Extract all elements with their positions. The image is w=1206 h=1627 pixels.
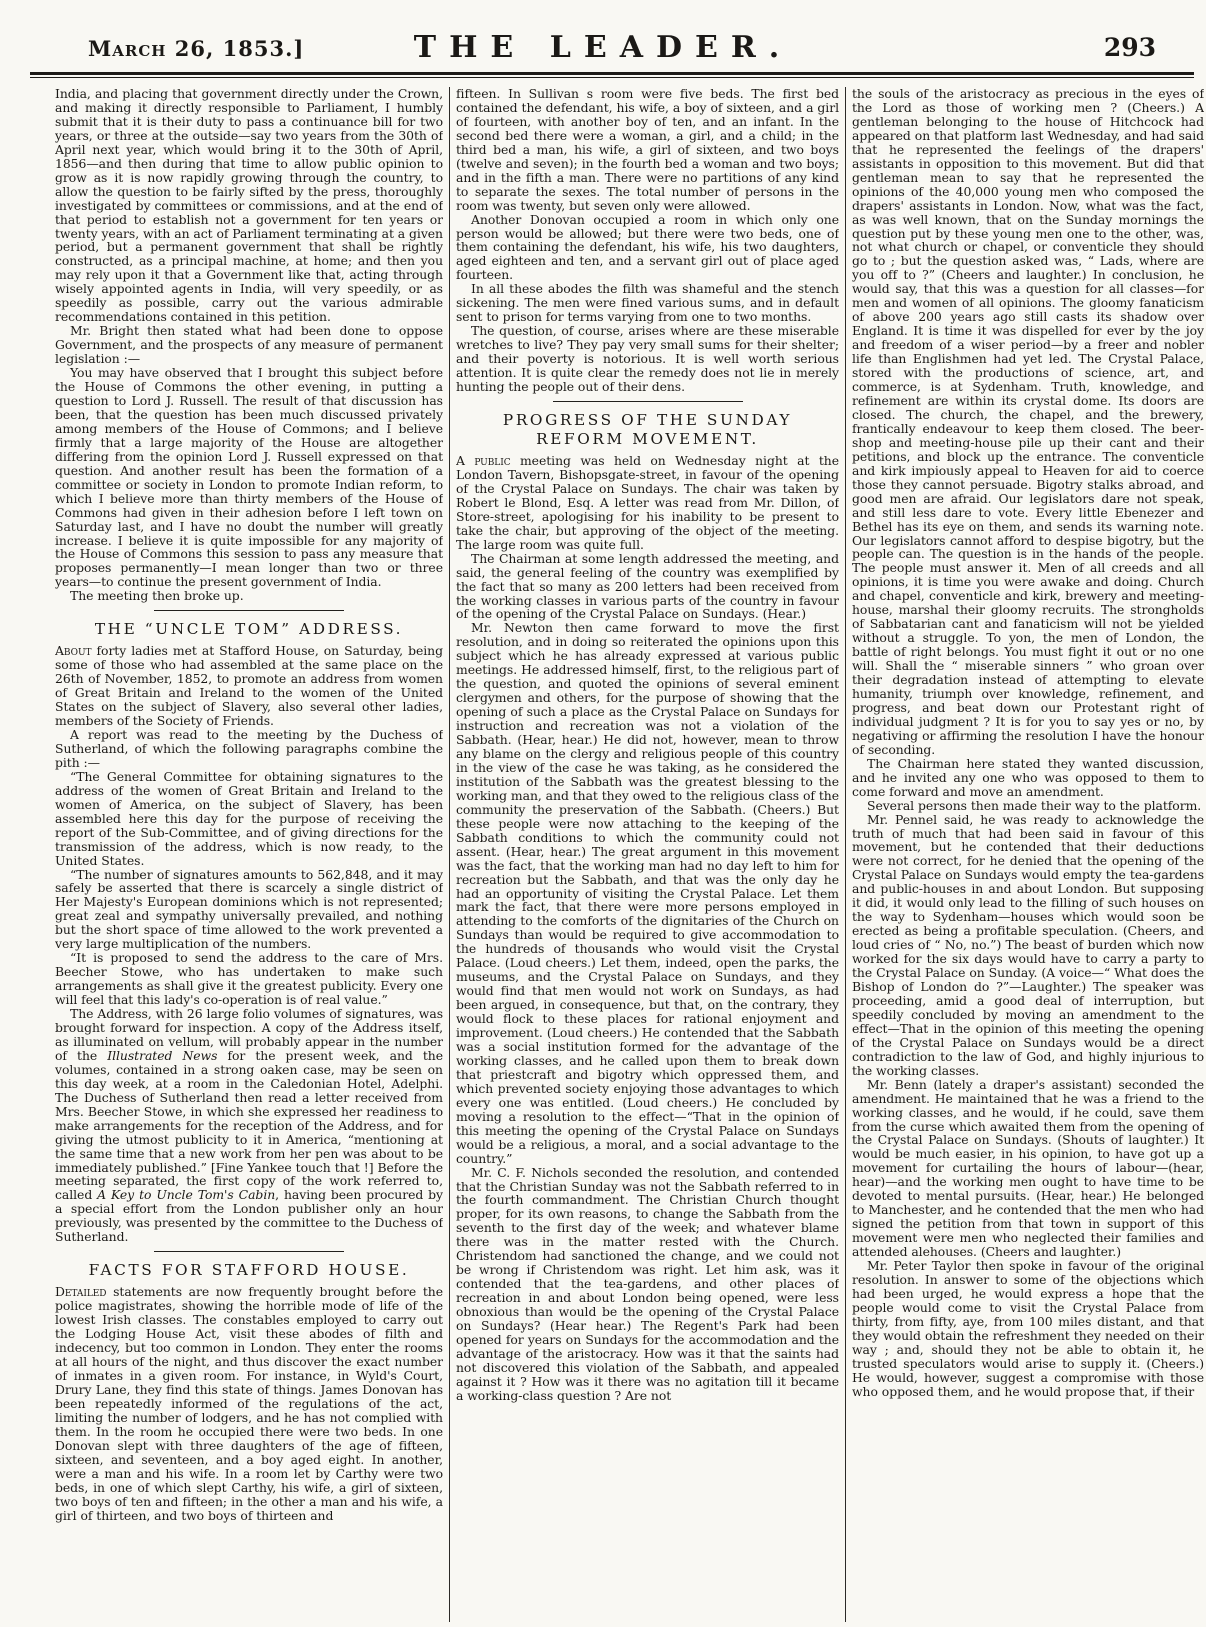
page-number: 293 (1103, 33, 1156, 62)
paragraph: A report was read to the meeting by the Duchess of Sutherland, of which the following paragraphs combine the pith :— (55, 726, 443, 770)
article-heading: THE “UNCLE TOM” ADDRESS. (94, 620, 404, 639)
paragraph: Several persons then made their way to the platform. (867, 797, 1202, 813)
paragraph: “It is proposed to send the address to the care of Mrs. Beecher Stowe, who has undertaken to make such arrangements as shall give it the greatest publicity. Every one will feel that this lady's co-operation is of real value.” (55, 950, 443, 1008)
column-3 (852, 87, 1204, 1622)
paragraph: In all these abodes the filth was shameful and the stench sickening. The men were fined various sums, and in default sent to prison for terms varying from one to two months. (456, 281, 839, 325)
smallcaps-lead: Detailed (55, 1284, 107, 1300)
column-rule (845, 87, 846, 1622)
paragraph: “The number of signatures amounts to 562,848, and it may safely be asserted that there is scarcely a single district of Her Majesty's European dominions which is not represented; great zeal and sympathy universally prevailed, and nothing but the short space of time allowed to the work prevented a very large multiplication of the numbers. (55, 866, 443, 952)
paragraph: Mr. Peter Taylor then spoke in favour of the original resolution. In answer to some of the objections which had been urged, he would express a hope that the people would come to visit the Crystal Palace from thirty, from fifty, aye, from 100 miles distant, and that they would obtain the refreshment they needed on their way ; and, should they not be able to obtain it, he trusted speculators would arise to supply it. (Cheers.) He would, however, suggest a compromise with those who opposed them, and he would propose that, if their (852, 1258, 1204, 1399)
paragraph: the souls of the aristocracy as precious in the eyes of the Lord as those of working men ? (Cheers.) A gentleman belonging to the house of Hitchcock had appeared on that platform last Wednesday, and had said that he represented the feelings of the drapers' assistants in opposition to this movement. But did that gentleman mean to say that he represented the opinions of the 40,000 young men who composed the drapers' assistants in London. Now, what was the fact, as was well known, that on the Sunday mornings the question put by these young men one to the other, was, not what church or chapel, or conventicle they should go to ; but the question asked was, “ Lads, where are you off to ?” (Cheers and laughter.) In conclusion, he would say, that this was a question for all classes—for men and women of all opinions. The gloomy fanaticism of above 200 years ago still casts its shadow over England. It is time it was dispelled for ever by the joy and freedom of a wiser period—by a freer and nobler life than Englishmen had yet led. The Crystal Palace, stored with the productions of science, art, and commerce, is at Sydenham. Truth, knowledge, and refinement are within its crystal dome. Its doors are closed. The church, the chapel, and the brewery, frantically endeavour to keep them closed. The beer-shop and meeting-house pile up their cant and their petitions, and block up the entrance. The conventicle and kirk impiously appeal to Heaven for aid to coerce those they cannot persuade. Bigotry stalks abroad, and good men are afraid. Our legislators dare not speak, and still less dare to vote. Every little Ebenezer and Bethel has its eye on them, and sends its warning note. Our legislators cannot afford to despise bigotry, but the people can. The question is in the hands of the people. The people must answer it. Men of all creeds and all opinions, it is time you were awake and doing. Church and chapel, conventicle and kirk, brewery and meeting-house, marshal their gloomy recruits. The strongholds of Sabbatarian cant and fanaticism will not be yielded without a struggle. To yon, the men of London, the battle of right belongs. You must fight it out or no one will. Shall the “ miserable sinners ” who groan over their degradation instead of attempting to elevate humanity, triumph over knowledge, refinement, and progress, and beat down our Protestant right of individual judgment ? It is for you to say yes or no, by negativing or affirming the resolution I have the honour of seconding. (852, 87, 1204, 757)
columns-container (0, 87, 1206, 1622)
paragraph: “The General Committee for obtaining signatures to the address of the women of Great Britain and Ireland to the women of America, on the subject of Slavery, has been assembled here this day for the purpose of receiving the report of the Sub-Committee, and of giving directions for the transmission of the address, which is now ready, to the United States. (55, 768, 443, 868)
issue-date: March 26, 1853.] (88, 36, 305, 61)
column-2 (456, 87, 839, 1622)
paragraph: About forty ladies met at Stafford House, on Saturday, being some of those who had assembled at the same place on the 26th of November, 1852, to promote an address from women of Great Britain and Ireland to the women of the United States on the subject of Slavery, also several other ladies, members of the Society of Friends. (55, 643, 443, 729)
paragraph: The Chairman at some length addressed the meeting, and said, the general feeling of the country was exemplified by the fact that so many as 200 letters had been received from the working classes in various parts of the country in favour of the opening of the Crystal Palace on Sundays. (Hear.) (456, 550, 839, 622)
paragraph: You may have observed that I brought this subject before the House of Commons the other evening, in putting a question to Lord J. Russell. The result of that discussion has been, that the question has been much discussed privately among members of the House of Commons; and I believe firmly that a large majority of the House are altogether differing from the opinion Lord J. Russell expressed on that question. And another result has been the formation of a committee or society in London to promote Indian reform, to which I believe more than thirty members of the House of Commons had given in their adhesion before I left town on Saturday last, and I have no doubt the number will greatly increase. I believe it is quite impossible for any majority of the House of Commons this session to pass any measure that proposes permanently—I mean longer than two or three years—to continue the present government of India. (55, 365, 443, 590)
article-divider (154, 610, 344, 611)
article-divider (154, 1251, 344, 1252)
column-1 (55, 87, 443, 1622)
header-double-rule (30, 72, 1194, 78)
paragraph: Mr. C. F. Nichols seconded the resolution, and contended that the Christian Sunday was not the Sabbath referred to in the fourth commandment. The Christian Church thought proper, for its own reasons, to change the Sabbath from the seventh to the first day of the week; and whatever blame there was in the matter rested with the Church. Christendom had sanctioned the change, and we could not be wrong if Christendom was right. Let him ask, was it contended that the tea-gardens, and other places of recreation in and about London being opened, were less obnoxious than would be the opening of the Crystal Palace on Sundays? (Hear hear.) The Regent's Park had been opened for years on Sundays for the accommodation and the advantage of the aristocracy. How was it that the saints had not discovered this violation of the Sabbath, and appealed against it ? How was it there was no agitation till it became a working-class question ? Are not (456, 1164, 839, 1403)
column-rule (449, 87, 450, 1622)
paragraph: The meeting then broke up. (70, 588, 244, 604)
masthead-row (0, 0, 1206, 66)
smallcaps-lead: About (55, 643, 92, 659)
paragraph: The Chairman here stated they wanted discussion, and he invited any one who was opposed to them to come forward and move an amendment. (852, 755, 1204, 799)
paragraph: Another Donovan occupied a room in which only one person would be allowed; but there were two beds, one of them containing the defendant, his wife, his two daughters, aged eighteen and ten, and a servant girl out of place aged fourteen. (456, 211, 839, 283)
paper-title: THE LEADER. (413, 30, 793, 65)
article-divider (553, 401, 743, 402)
paragraph: The Address, with 26 large folio volumes of signatures, was brought forward for inspection. A copy of the Address itself, as illuminated on vellum, will probably appear in the number of the Illustrated News for the present week, and the volumes, contained in a strong oaken case, may be seen on this day week, at a room in the Caledonian Hotel, Adelphi. The Duchess of Sutherland then read a letter received from Mrs. Beecher Stowe, in which she expressed her readiness to make arrangements for the reception of the Address, and for giving the utmost publicity to it in America, “mentioning at the same time that a new work from her pen was about to be immediately published.” [Fine Yankee touch that !] Before the meeting separated, the first copy of the work referred to, called A Key to Uncle Tom's Cabin, having been procured by a special effort from the London publisher only an hour previously, was presented by the committee to the Duchess of Sutherland. (55, 1006, 443, 1245)
paragraph: Detailed statements are now frequently brought before the police magistrates, showing the horrible mode of life of the lowest Irish classes. The constables employed to carry out the Lodging House Act, visit these abodes of filth and indecency, but too common in London. They enter the rooms at all hours of the night, and thus discover the exact number of inmates in a given room. For instance, in Wyld's Court, Drury Lane, they find this state of things. James Donovan has been repeatedly informed of the regulations of the act, limiting the number of lodgers, and he has not complied with them. In the room he occupied there were two beds. In one Donovan slept with three daughters of the age of fifteen, sixteen, and seventeen, and a boy aged eight. In another, were a man and his wife. In a room let by Carthy were two beds, in one of which slept Carthy, his wife, a girl of sixteen, two boys of ten and fifteen; in the other a man and his wife, a girl of thirteen, and two boys of thirteen and (55, 1284, 443, 1523)
paragraph: Mr. Benn (lately a draper's assistant) seconded the amendment. He maintained that he was a friend to the working classes, and he would, if he could, save them from the curse which awaited them from the opening of the Crystal Palace on Sundays. (Shouts of laughter.) It would be much easier, in his opinion, to have got up a movement for curtailing the hours of labour—(hear, hear)—and the working men ought to have time to be devoted to mental pursuits. (Hear, hear.) He belonged to Manchester, and he contended that the men who had signed the petition from that town in support of this movement were men who neglected their families and attended alehouses. (Cheers and laughter.) (852, 1076, 1204, 1260)
paragraph: Mr. Newton then came forward to move the first resolution, and in doing so reiterated the opinions upon this subject which he has already expressed at various public meetings. He addressed himself, first, to the religious part of the question, and quoted the opinions of several eminent clergymen and others, for the purpose of showing that the opening of such a place as the Crystal Palace on Sundays for instruction and recreation was not a violation of the Sabbath. (Hear, hear.) He did not, however, mean to throw any blame on the clergy and religious people of this country in the view of the case he was taking, as he considered the institution of the Sabbath was the greatest blessing to the working man, and that they owed to the religious class of the community the preservation of the Sabbath. (Cheers.) But these people were now attaching to the keeping of the Sabbath conditions to which the community could not assent. (Hear, hear.) The great argument in this movement was the fact, that the working man had no day left to him for recreation but the Sabbath, and that was the only day he had an opportunity of visiting the Crystal Palace. Let them mark the fact, that there were more persons employed in attending to the comforts of the dignitaries of the Church on Sundays than would be required to give accommodation to the hundreds of thousands who would visit the Crystal Palace. (Loud cheers.) Let them, indeed, open the parks, the museums, and the Crystal Palace on Sundays, and they would find that men would not work on Sundays, as had been argued, in consequence, but that, on the contrary, they would flock to these places for rational enjoyment and improvement. (Loud cheers.) He contended that the Sabbath was a social institution formed for the advantage of the working classes, and he called upon them to break down that priestcraft and bigotry which oppressed them, and which prevented society enjoying those advantages to which every one was entitled. (Loud cheers.) He concluded by moving a resolution to the effect—“That in the opinion of this meeting the opening of the Crystal Palace on Sundays would be a religious, a moral, and a social advantage to the country.” (456, 620, 839, 1166)
article-heading: PROGRESS OF THE SUNDAY REFORM MOVEMENT. (502, 410, 793, 448)
paragraph: India, and placing that government directly under the Crown, and making it directly responsible to Parliament, I humbly submit that it is their duty to pass a continuance bill for two years, or three at the outside—say two years from the 30th of April next year, which would bring it to the 30th of April, 1856—and then during that time to allow public opinion to grow as it is now rapidly growing through the country, to allow the question to be fairly sifted by the press, thoroughly investigated by committees or commissions, and at the end of that period to establish not a government for ten years or twenty years, with an act of Parliament terminating at a given period, but a permanent government that shall be rightly constructed, as a principal machine, at home; and then you may rely upon it that a Government like that, acting through wisely appointed agents in India, will very speedily, or as speedily as possible, carry out the various admirable recommendations contained in this petition. (55, 87, 443, 325)
paragraph: Mr. Bright then stated what had been done to oppose Government, and the prospects of any measure of permanent legislation :— (55, 323, 443, 367)
smallcaps-lead: A public (456, 452, 511, 468)
paragraph: The question, of course, arises where are these miserable wretches to live? They pay very small sums for their shelter; and their poverty is notorious. It is well worth serious attention. It is quite clear the remedy does not lie in merely hunting the people out of their dens. (456, 323, 839, 395)
paragraph: A public meeting was held on Wednesday night at the London Tavern, Bishopsgate-street, in favour of the opening of the Crystal Palace on Sundays. The chair was taken by Robert le Blond, Esq. A letter was read from Mr. Dillon, of Store-street, apologising for his inability to be present to take the chair, but approving of the object of the meeting. The large room was quite full. (456, 452, 839, 552)
paragraph: Mr. Pennel said, he was ready to acknowledge the truth of much that had been said in favour of this movement, but he contended that their deductions were not correct, for he denied that the opening of the Crystal Palace on Sundays would empty the tea-gardens and public-houses in and about London. But supposing it did, it would only lead to the filling of such houses on the way to Sydenham—houses which would soon be erected as being a profitable speculation. (Cheers, and loud cries of “ No, no.”) The beast of burden which now worked for the six days would have to carry a party to the Crystal Palace on Sunday. (A voice—“ What does the Bishop of London do ?”—Laughter.) The speaker was proceeding, amid a good deal of interruption, but speedily concluded by moving an amendment to the effect—That in the opinion of this meeting the opening of the Crystal Palace on Sundays would be a direct contradiction to the law of God, and highly injurious to the working classes. (852, 811, 1204, 1078)
article-heading: FACTS FOR STAFFORD HOUSE. (88, 1261, 410, 1280)
paragraph: fifteen. In Sullivan s room were five beds. The first bed contained the defendant, his wife, a boy of sixteen, and a girl of fourteen, with another boy of ten, and an infant. In the second bed there were a woman, a girl, and a child; in the third bed a man, his wife, a girl of sixteen, and two boys (twelve and seven); in the fourth bed a woman and two boys; and in the fifth a man. There were no partitions of any kind to separate the sexes. The total number of persons in the room was twenty, but seven only were allowed. (456, 87, 839, 213)
